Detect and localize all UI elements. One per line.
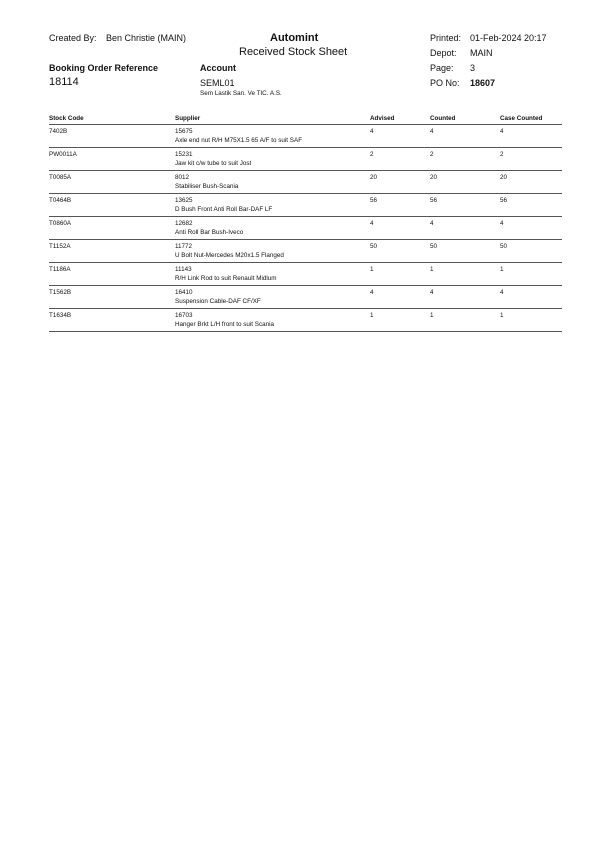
item-description: Suspension Cable-DAF CF/XF	[175, 298, 261, 305]
stock-code: T1562B	[49, 289, 72, 296]
table-row	[49, 216, 562, 240]
table-row	[49, 124, 562, 148]
created-by-label: Created By:	[49, 33, 97, 43]
printed-label: Printed:	[430, 33, 462, 43]
advised-qty: 1	[370, 312, 374, 319]
advised-qty: 2	[370, 151, 374, 158]
supplier-code: 16410	[175, 289, 193, 296]
counted-qty: 56	[430, 197, 438, 204]
supplier-code: 16703	[175, 312, 193, 319]
stock-code: PW0011A	[49, 151, 77, 158]
page-label: Page:	[430, 63, 454, 73]
advised-qty: 1	[370, 266, 374, 273]
advised-qty: 4	[370, 128, 374, 135]
printed-value: 01-Feb-2024 20:17	[470, 33, 547, 43]
col-header-stock-code: Stock Code	[49, 115, 84, 122]
col-header-supplier: Supplier	[175, 115, 201, 122]
report-title: Automint	[270, 32, 319, 44]
stock-code: T1186A	[49, 266, 71, 273]
supplier-code: 12682	[175, 220, 193, 227]
table-row	[49, 262, 562, 286]
item-description: Axle end nut R/H M75X1.5 65 A/F to suit SAF	[175, 137, 303, 144]
account-name: Sem Lastik San. Ve TIC. A.S.	[200, 90, 282, 97]
counted-qty: 1	[430, 266, 434, 273]
supplier-code: 13625	[175, 197, 193, 204]
page-value: 3	[470, 63, 476, 73]
advised-qty: 4	[370, 289, 374, 296]
depot-label: Depot:	[430, 48, 457, 58]
case-counted-qty: 50	[500, 243, 508, 250]
item-description: U Bolt Nut-Mercedes M20x1.5 Flanged	[175, 252, 284, 259]
stock-code: T0085A	[49, 174, 72, 181]
counted-qty: 4	[430, 220, 434, 227]
item-description: R/H Link Rod to suit Renault Midlum	[175, 275, 277, 282]
booking-ref-label: Booking Order Reference	[49, 63, 159, 73]
case-counted-qty: 4	[500, 220, 504, 227]
supplier-code: 11772	[175, 243, 193, 250]
report-subtitle: Received Stock Sheet	[239, 46, 348, 58]
counted-qty: 1	[430, 312, 434, 319]
supplier-code: 8012	[175, 174, 190, 181]
item-description: Stabiliser Bush-Scania	[175, 183, 239, 190]
table-row	[49, 239, 562, 263]
case-counted-qty: 56	[500, 197, 508, 204]
po-label: PO No:	[430, 78, 460, 88]
depot-value: MAIN	[470, 48, 493, 58]
case-counted-qty: 4	[500, 289, 504, 296]
counted-qty: 20	[430, 174, 438, 181]
booking-ref-value: 18114	[49, 76, 79, 88]
col-header-advised: Advised	[370, 115, 395, 122]
created-by-value: Ben Christie (MAIN)	[106, 33, 187, 43]
table-row	[49, 170, 562, 194]
case-counted-qty: 2	[500, 151, 504, 158]
case-counted-qty: 1	[500, 266, 504, 273]
counted-qty: 2	[430, 151, 434, 158]
col-header-counted: Counted	[430, 115, 456, 122]
case-counted-qty: 4	[500, 128, 504, 135]
stock-code: T0860A	[49, 220, 72, 227]
counted-qty: 4	[430, 289, 434, 296]
table-row	[49, 147, 562, 171]
stock-code: T1634B	[49, 312, 72, 319]
item-description: Hanger Brkt L/H front to suit Scania	[175, 321, 275, 328]
case-counted-qty: 1	[500, 312, 504, 319]
table-row	[49, 308, 562, 332]
stock-code: 7402B	[49, 128, 68, 135]
account-code: SEML01	[200, 78, 235, 88]
advised-qty: 50	[370, 243, 378, 250]
stock-code: T0464B	[49, 197, 72, 204]
case-counted-qty: 20	[500, 174, 508, 181]
stock-code: T1152A	[49, 243, 71, 250]
col-header-case-counted: Case Counted	[500, 115, 543, 122]
supplier-code: 11143	[175, 266, 192, 273]
supplier-code: 15675	[175, 128, 193, 135]
po-value: 18607	[470, 78, 496, 88]
supplier-code: 15231	[175, 151, 193, 158]
account-label: Account	[200, 63, 236, 73]
table-row	[49, 193, 562, 217]
table-row	[49, 285, 562, 309]
advised-qty: 4	[370, 220, 374, 227]
item-description: Jaw kit c/w tube to suit Jost	[175, 160, 252, 167]
counted-qty: 50	[430, 243, 438, 250]
counted-qty: 4	[430, 128, 434, 135]
advised-qty: 56	[370, 197, 378, 204]
item-description: D Bush Front Anti Roll Bar-DAF LF	[175, 206, 273, 213]
item-description: Anti Roll Bar Bush-Iveco	[175, 229, 244, 236]
advised-qty: 20	[370, 174, 378, 181]
